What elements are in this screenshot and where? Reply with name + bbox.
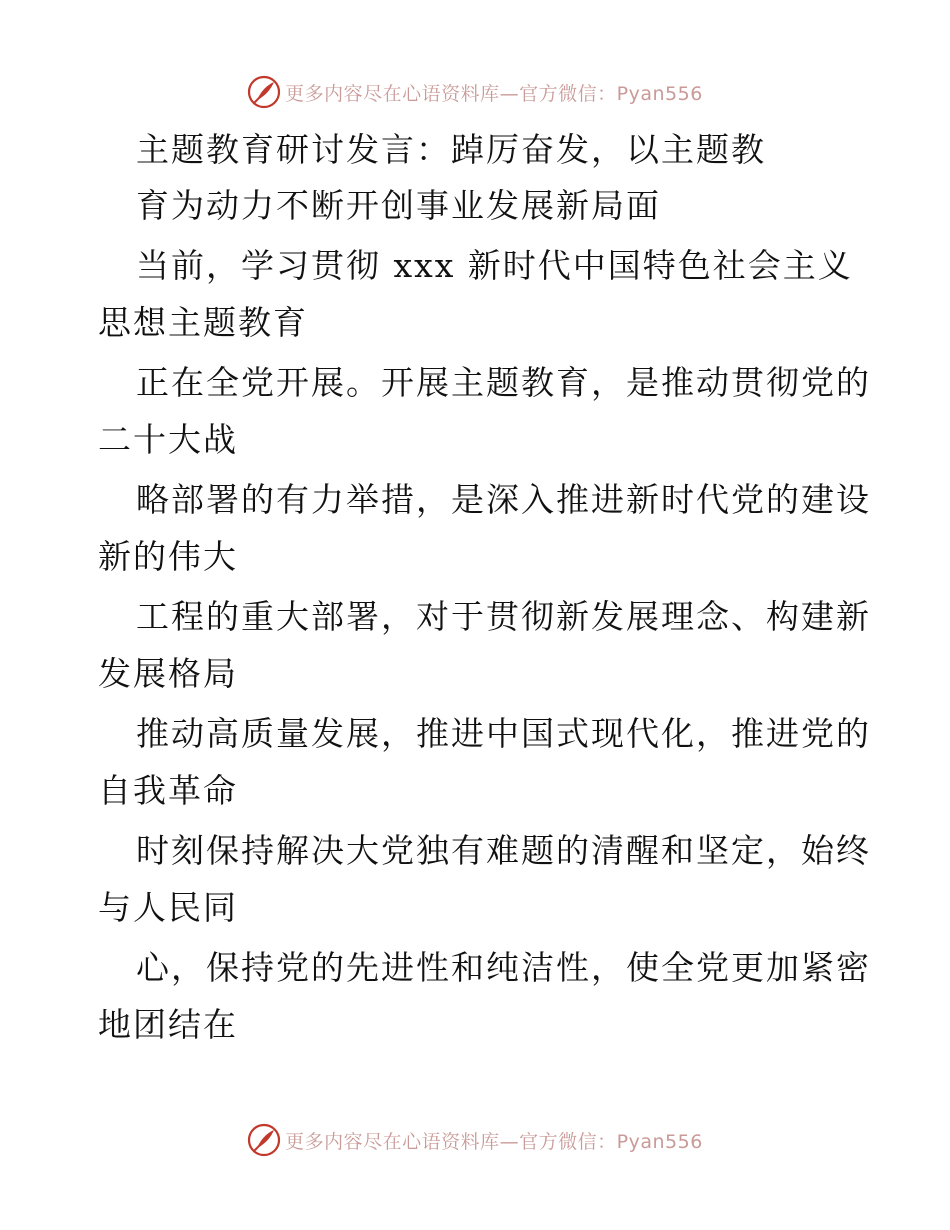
document-title-line-1: 主题教育研讨发言：踔厉奋发，以主题教 bbox=[136, 130, 766, 169]
paragraph-line: 当前，学习贯彻 xxx 新时代中国特色社会主义 bbox=[136, 246, 853, 285]
paragraph-line: 思想主题教育 bbox=[98, 303, 308, 342]
paragraph-line: 略部署的有力举措，是深入推进新时代党的建设 bbox=[136, 480, 871, 519]
paragraph-line: 工程的重大部署，对于贯彻新发展理念、构建新 bbox=[136, 597, 871, 636]
paragraph-line: 心，保持党的先进性和纯洁性，使全党更加紧密 bbox=[136, 948, 871, 987]
paragraph-line: 自我革命 bbox=[98, 771, 238, 810]
paragraph-line: 发展格局 bbox=[98, 654, 238, 693]
paragraph-line: 推动高质量发展，推进中国式现代化，推进党的 bbox=[136, 714, 871, 753]
feather-pen-logo-icon bbox=[247, 1123, 281, 1157]
paragraph-line: 与人民同 bbox=[98, 888, 238, 927]
paragraph-line: 正在全党开展。开展主题教育，是推动贯彻党的 bbox=[136, 363, 871, 402]
paragraph-line: 地团结在 bbox=[98, 1005, 238, 1044]
document-title-line-2: 育为动力不断开创事业发展新局面 bbox=[136, 186, 661, 225]
paragraph-line: 新的伟大 bbox=[98, 537, 238, 576]
footer-watermark-text: 更多内容尽在心语资料库—官方微信：Pyan556 bbox=[285, 1130, 703, 1153]
paragraph-line: 时刻保持解决大党独有难题的清醒和坚定，始终 bbox=[136, 831, 871, 870]
paragraph-line: 二十大战 bbox=[98, 420, 238, 459]
header-watermark-text: 更多内容尽在心语资料库—官方微信：Pyan556 bbox=[285, 82, 703, 105]
footer-watermark-banner bbox=[0, 1120, 950, 1160]
